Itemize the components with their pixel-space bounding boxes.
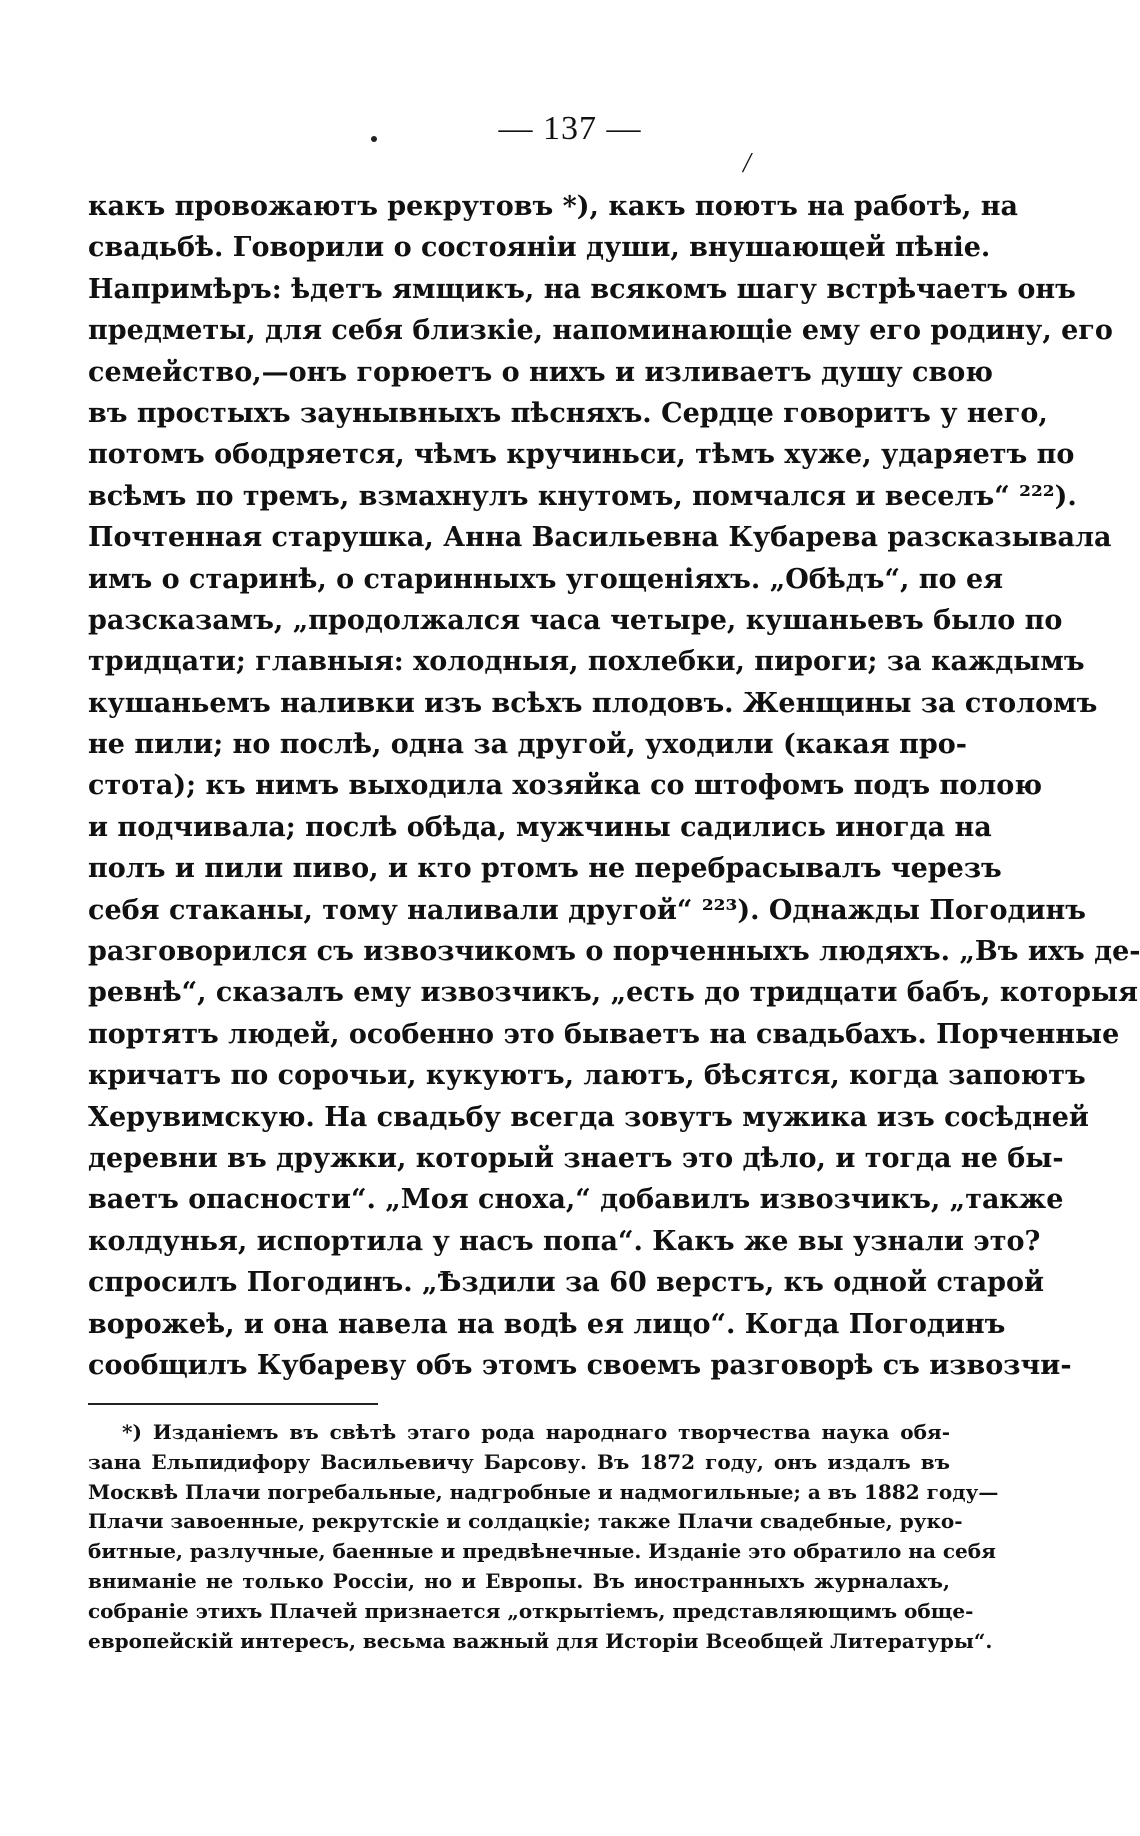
text-line: разговорился съ извозчикомъ о порченныхъ людяхъ. „Въ ихъ де-	[88, 936, 1140, 968]
footnote-divider	[88, 1403, 378, 1405]
text-line: разсказамъ, „продолжался часа четыре, кушаньевъ было по	[88, 604, 1063, 636]
footnote-line: европейскій интересъ, весьма важный для Исторіи Всеобщей Литературы“.	[88, 1628, 993, 1653]
text-line: Напримѣръ: ѣдетъ ямщикъ, на всякомъ шагу встрѣчаетъ онъ	[88, 273, 1076, 305]
footnote-line: Москвѣ Плачи погребальные, надгробные и надмогильные; а въ 1882 году—	[88, 1479, 999, 1504]
text-line: всѣмъ по тремъ, взмахнулъ кнутомъ, помчался и веселъ“ ²²²).	[88, 480, 1077, 512]
text-line: ворожеѣ, и она навела на водѣ ея лицо“. Когда Погодинъ	[88, 1308, 1006, 1340]
text-line: спросилъ Погодинъ. „Ѣздили за 60 верстъ, къ одной старой	[88, 1267, 1045, 1299]
text-line: портятъ людей, особенно это бываетъ на свадьбахъ. Порченные	[88, 1018, 1120, 1050]
text-line: предметы, для себя близкіе, напоминающіе ему его родину, его	[88, 315, 1113, 347]
ink-speck	[371, 136, 377, 142]
text-line: въ простыхъ заунывныхъ пѣсняхъ. Сердце говоритъ у него,	[88, 397, 1048, 429]
footnote-line: битные, разлучные, баенные и предвѣнечные. Изданіе это обратило на себя	[88, 1539, 996, 1564]
text-line: Почтенная старушка, Анна Васильевна Кубарева разсказывала	[88, 522, 1112, 554]
text-line: ваетъ опасности“. „Моя сноха,“ добавилъ извозчикъ, „также	[88, 1184, 1064, 1216]
footnote-line: Плачи завоенные, рекрутскіе и солдацкіе; также Плачи свадебные, руко-	[88, 1509, 963, 1534]
text-line: не пили; но послѣ, одна за другой, уходили (какая про-	[88, 729, 967, 761]
text-line: ревнѣ“, сказалъ ему извозчикъ, „есть до тридцати бабъ, которыя	[88, 977, 1138, 1009]
text-line: стота); къ нимъ выходила хозяйка со штофомъ подъ полою	[88, 770, 1043, 802]
text-line: какъ провожаютъ рекрутовъ *), какъ поютъ на работѣ, на	[88, 191, 1019, 222]
text-line: кричатъ по сорочьи, кукуютъ, лаютъ, бѣсятся, когда запоютъ	[88, 1060, 1086, 1092]
text-line: Херувимскую. На свадьбу всегда зовутъ мужика изъ сосѣдней	[88, 1101, 1089, 1133]
main-text	[88, 186, 1140, 1386]
stray-pencil-mark: /	[743, 148, 751, 179]
text-line: кушаньемъ наливки изъ всѣхъ плодовъ. Женщины за столомъ	[88, 687, 1098, 719]
text-line: себя стаканы, тому наливали другой“ ²²³). Однажды Погодинъ	[88, 894, 1086, 926]
footnote-block	[88, 1418, 999, 1656]
text-line: колдунья, испортила у насъ попа“. Какъ же вы узнали это?	[88, 1225, 1041, 1257]
text-line: деревни въ дружки, который знаетъ это дѣло, и тогда не бы-	[88, 1142, 1064, 1174]
text-line: полъ и пили пиво, и кто ртомъ не перебрасывалъ черезъ	[88, 853, 1002, 885]
page-number: — 137 —	[498, 110, 642, 147]
text-line: семейство,—онъ горюетъ о нихъ и изливаетъ душу свою	[88, 356, 993, 388]
text-line: сообщилъ Кубареву объ этомъ своемъ разговорѣ съ извозчи-	[88, 1349, 1072, 1381]
footnote-line: *) Изданіемъ въ свѣтѣ этаго рода народнаго творчества наука обя-	[122, 1420, 950, 1444]
footnote-line: собраніе этихъ Плачей признается „открытіемъ, представляющимъ обще-	[88, 1598, 974, 1623]
footnote-line: зана Ельпидифору Васильевичу Барсову. Въ 1872 году, онъ издалъ въ	[88, 1449, 950, 1474]
footnote-line: вниманіе не только Россіи, но и Европы. Въ иностранныхъ журналахъ,	[88, 1568, 950, 1593]
text-line: свадьбѣ. Говорили о состояніи души, внушающей пѣніе.	[88, 232, 991, 264]
text-line: имъ о старинѣ, о старинныхъ угощеніяхъ. „Обѣдъ“, по ея	[88, 563, 1004, 595]
text-line: тридцати; главныя: холодныя, похлебки, пироги; за каждымъ	[88, 646, 1085, 678]
text-line: потомъ ободряется, чѣмъ кручиньси, тѣмъ хуже, ударяетъ по	[88, 439, 1075, 471]
text-line: и подчивала; послѣ обѣда, мужчины садились иногда на	[88, 811, 992, 843]
